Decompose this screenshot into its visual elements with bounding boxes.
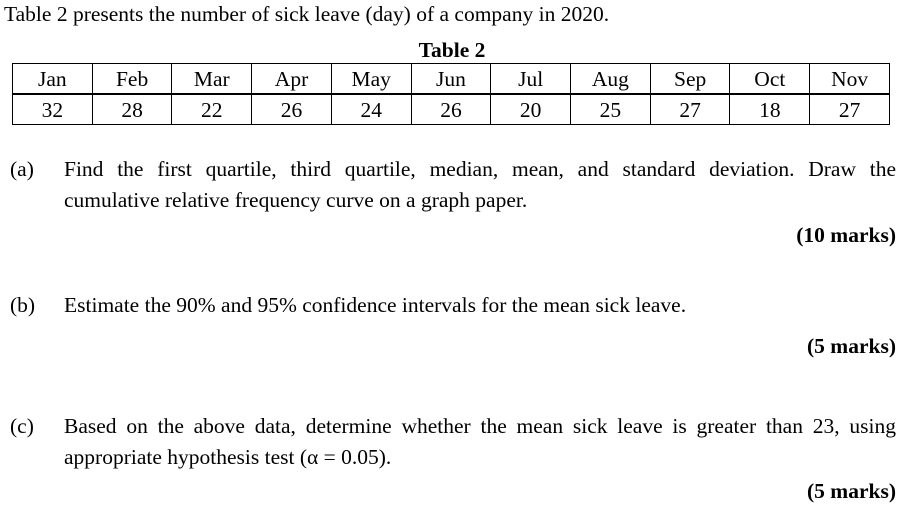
value-cell: 28: [92, 94, 172, 125]
month-header-cell: Nov: [810, 64, 890, 95]
value-cell: 27: [650, 94, 730, 125]
month-header-cell: Jan: [13, 64, 93, 95]
month-header-cell: Oct: [730, 64, 810, 95]
value-cell: 26: [411, 94, 491, 125]
sick-leave-table: [12, 63, 890, 125]
month-header-cell: Mar: [172, 64, 252, 95]
value-cell: 32: [13, 94, 93, 125]
value-cell: 26: [252, 94, 332, 125]
intro-text: Table 2 presents the number of sick leave (day) of a company in 2020.: [4, 2, 610, 26]
month-header-cell: May: [331, 64, 411, 95]
value-cell: 20: [491, 94, 571, 125]
value-cell: 24: [331, 94, 411, 125]
month-header-cell: Feb: [92, 64, 172, 95]
value-row: [13, 94, 890, 125]
question-a-label: (a): [10, 157, 34, 181]
value-cell: 25: [571, 94, 651, 125]
question-b-label: (b): [10, 293, 36, 317]
question-b-text: Estimate the 90% and 95% confidence intervals for the mean sick leave.: [64, 293, 687, 317]
value-cell: 18: [730, 94, 810, 125]
question-c-marks: (5 marks): [807, 479, 896, 503]
question-a-marks: (10 marks): [796, 223, 896, 247]
question-c-text: Based on the above data, determine whether the mean sick leave is greater than 23, using appropriate hypothesis test (α = 0.05).: [64, 414, 896, 469]
month-header-cell: Jun: [411, 64, 491, 95]
month-header-cell: Sep: [650, 64, 730, 95]
month-header-cell: Jul: [491, 64, 571, 95]
value-cell: 27: [810, 94, 890, 125]
question-b-marks: (5 marks): [807, 334, 896, 358]
question-c-label: (c): [10, 414, 34, 438]
month-header-cell: Apr: [252, 64, 332, 95]
question-a-text: Find the first quartile, third quartile, median, mean, and standard deviation. Draw the cumulative relative frequency curve on a graph paper.: [64, 157, 896, 212]
table-caption: Table 2: [418, 38, 486, 62]
value-cell: 22: [172, 94, 252, 125]
month-header-cell: Aug: [571, 64, 651, 95]
month-header-row: [13, 64, 890, 95]
